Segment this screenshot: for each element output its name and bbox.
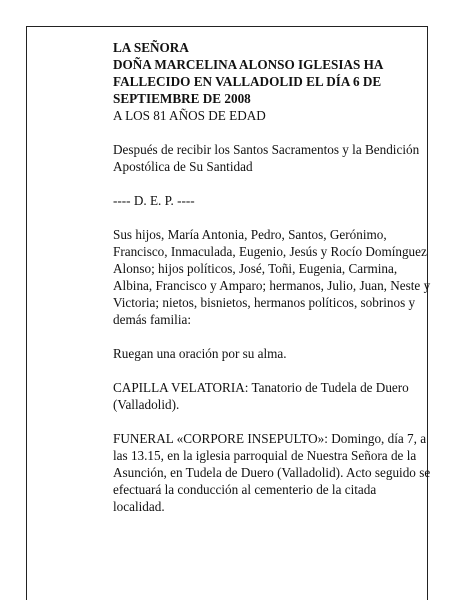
obituary-text bbox=[113, 39, 431, 532]
sacraments-paragraph: Después de recibir los Santos Sacramentos y la Bendición Apostólica de Su Santidad bbox=[113, 142, 420, 174]
prayer-line: Ruegan una oración por su alma. bbox=[113, 346, 287, 361]
family-paragraph: Sus hijos, María Antonia, Pedro, Santos, Gerónimo, Francisco, Inmaculada, Eugenio, Jesús y Rocío Domínguez Alonso; hijos políticos, José, Toñi, Eugenia, Carmina, Albina, Francisco y Amparo; hermanos, Julio, Juan, Neste y Victoria; nietos, bisnietos, hermanos políticos, sobrinos y demás familia: bbox=[113, 227, 431, 327]
funeral-paragraph: FUNERAL «CORPORE INSEPULTO»: Domingo, día 7, a las 13.15, en la iglesia parroquial de Nuestra Señora de la Asunción, en Tudela de Duero (Valladolid). Acto seguido se efectuará la conducción al cementerio de la citada localidad. bbox=[113, 431, 431, 514]
heading-title: LA SEÑORA bbox=[113, 40, 189, 55]
heading-announcement: DOÑA MARCELINA ALONSO IGLESIAS HA FALLECIDO EN VALLADOLID EL DÍA 6 DE SEPTIEMBRE DE 2008 bbox=[113, 57, 383, 106]
chapel-paragraph: CAPILLA VELATORIA: Tanatorio de Tudela de Duero (Valladolid). bbox=[113, 380, 409, 412]
age-line: A LOS 81 AÑOS DE EDAD bbox=[113, 108, 266, 123]
dep-line: ---- D. E. P. ---- bbox=[113, 193, 195, 208]
